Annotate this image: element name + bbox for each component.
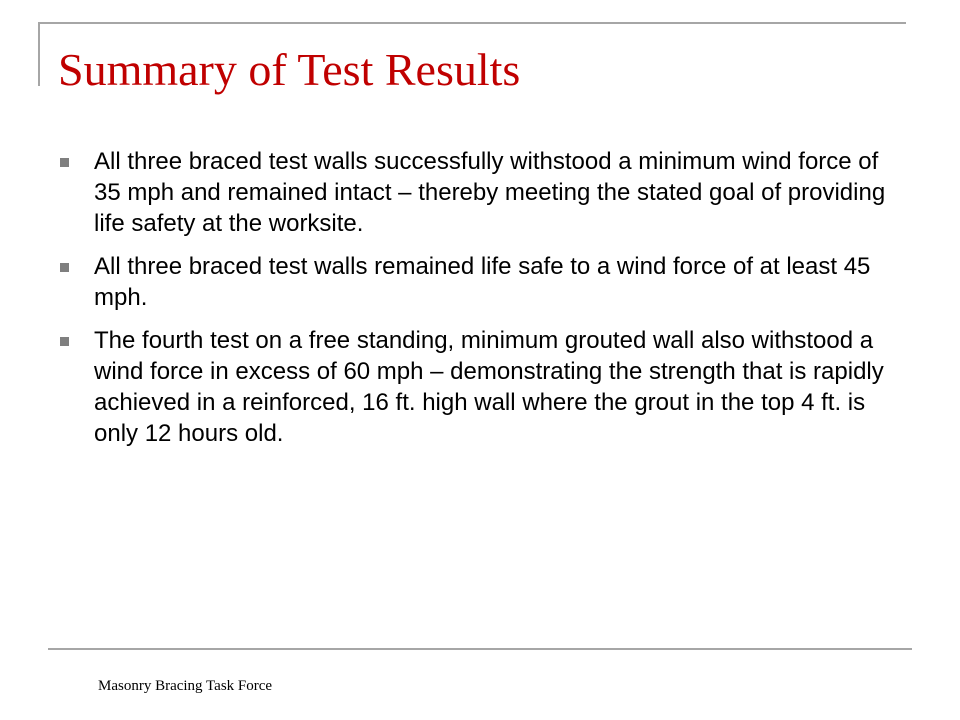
bullet-text-1: All three braced test walls successfully withstood a minimum wind force of 35 mph and remained intact – thereby meeting the stated goal of providing life safety at the worksite. bbox=[94, 148, 886, 237]
top-divider-line bbox=[38, 22, 906, 24]
slide-footer: Masonry Bracing Task Force bbox=[98, 678, 273, 694]
bullet-list bbox=[60, 146, 910, 461]
square-bullet-icon bbox=[60, 263, 69, 272]
bullet-item-2 bbox=[60, 251, 910, 313]
square-bullet-icon bbox=[60, 158, 69, 167]
square-bullet-icon bbox=[60, 337, 69, 346]
bottom-divider-line bbox=[48, 648, 912, 650]
left-divider-line bbox=[38, 22, 40, 86]
bullet-item-1 bbox=[60, 146, 910, 239]
slide-title: Summary of Test Results bbox=[58, 44, 521, 95]
bullet-item-3 bbox=[60, 325, 910, 449]
bullet-text-3: The fourth test on a free standing, minimum grouted wall also withstood a wind force in excess of 60 mph – demonstrating the strength that is rapidly achieved in a reinforced, 16 ft. high wall where the grout in the top 4 ft. is only 12 hours old. bbox=[94, 327, 884, 447]
bullet-text-2: All three braced test walls remained life safe to a wind force of at least 45 mph. bbox=[94, 253, 871, 311]
